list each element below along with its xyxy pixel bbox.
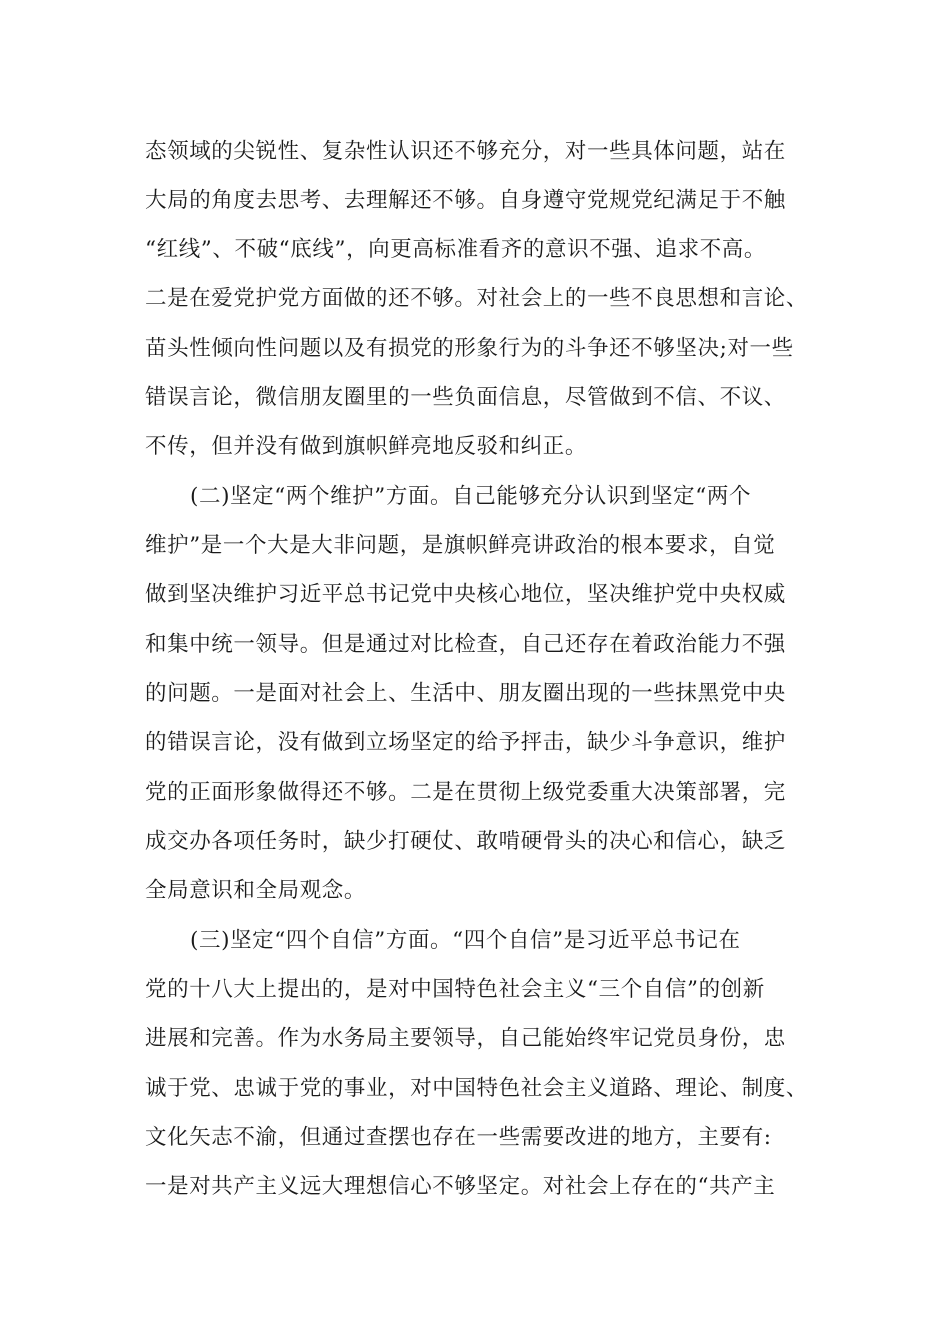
text-line: 成交办各项任务时，缺少打硬仗、敢啃硬骨头的决心和信心，缺乏 xyxy=(145,829,786,854)
text-line: 和集中统一领导。但是通过对比检查，自己还存在着政治能力不强 xyxy=(145,632,786,657)
text-line: 大局的角度去思考、去理解还不够。自身遵守党规党纪满足于不触 xyxy=(145,188,786,213)
text-line: 进展和完善。作为水务局主要领导，自己能始终牢记党员身份，忠 xyxy=(145,1026,786,1051)
text-line: 苗头性倾向性问题以及有损党的形象行为的斗争还不够坚决;对一些 xyxy=(145,336,794,361)
text-line: 的问题。一是面对社会上、生活中、朋友圈出现的一些抹黑党中央 xyxy=(145,681,786,706)
text-line: 文化矢志不渝，但通过查摆也存在一些需要改进的地方，主要有: xyxy=(145,1125,772,1150)
text-line: 错误言论，微信朋友圈里的一些负面信息，尽管做到不信、不议、 xyxy=(145,385,786,410)
text-line: 不传，但并没有做到旗帜鲜亮地反驳和纠正。 xyxy=(145,434,588,459)
text-line: 做到坚决维护习近平总书记党中央核心地位，坚决维护党中央权威 xyxy=(145,582,786,607)
text-line: “红线”、不破“底线”，向更高标准看齐的意识不强、追求不高。 xyxy=(145,237,766,262)
text-line: 党的正面形象做得还不够。二是在贯彻上级党委重大决策部署，完 xyxy=(145,780,786,805)
text-line: 一是对共产主义远大理想信心不够坚定。对社会上存在的“共产主 xyxy=(145,1174,776,1199)
text-line: 全局意识和全局观念。 xyxy=(145,878,367,903)
text-line: 维护”是一个大是大非问题，是旗帜鲜亮讲政治的根本要求，自觉 xyxy=(145,533,776,558)
text-line: 态领域的尖锐性、复杂性认识还不够充分，对一些具体问题，站在 xyxy=(145,139,786,164)
text-line: 的错误言论，没有做到立场坚定的给予抨击，缺少斗争意识，维护 xyxy=(145,730,786,755)
text-line: 党的十八大上提出的，是对中国特色社会主义“三个自信”的创新 xyxy=(145,977,765,1002)
text-line: 诚于党、忠诚于党的事业，对中国特色社会主义道路、理论、制度、 xyxy=(145,1076,809,1101)
text-line: 二是在爱党护党方面做的还不够。对社会上的一些不良思想和言论、 xyxy=(145,286,809,311)
section-heading-line: (三)坚定“四个自信”方面。“四个自信”是习近平总书记在 xyxy=(190,928,741,953)
section-heading-line: (二)坚定“两个维护”方面。自己能够充分认识到坚定“两个 xyxy=(190,484,752,509)
